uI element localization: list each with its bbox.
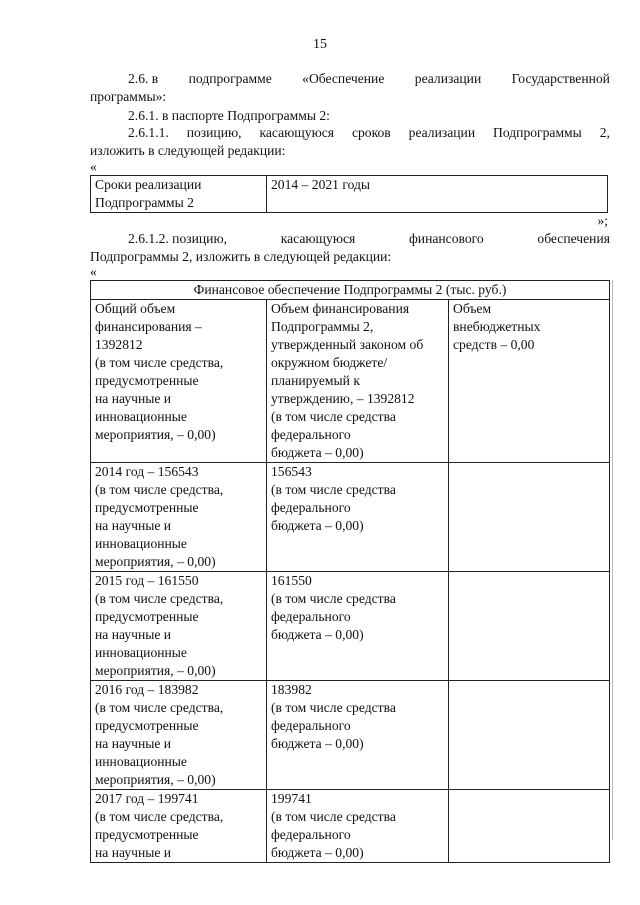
paragraph-2-6-1-1 — [90, 124, 610, 160]
table-row — [91, 790, 610, 863]
funding-cell-budget-2017: 199741 (в том числе средства федерального бюджета – 0,00) — [267, 790, 449, 863]
funding-table-header-row — [91, 281, 610, 300]
funding-cell-year-2015: 2015 год – 161550 (в том числе средства, предусмотренные на научные и инновационные мероприятия, – 0,00) — [91, 572, 267, 681]
funding-cell-extra-2016 — [449, 681, 610, 790]
table-row — [91, 572, 610, 681]
funding-cell-year-2017: 2017 год – 199741 (в том числе средства, предусмотренные на научные и — [91, 790, 267, 863]
funding-cell-extra-2017 — [449, 790, 610, 863]
paragraph-2-6-line1: 2.6. в подпрограмме «Обеспечение реализации Государственной — [128, 71, 610, 86]
open-quote-2: « — [90, 264, 97, 279]
funding-cell-budget-2015: 161550 (в том числе средства федерального бюджета – 0,00) — [267, 572, 449, 681]
funding-cell-extra-2014 — [449, 463, 610, 572]
funding-cell-budget-2014: 156543 (в том числе средства федерального бюджета – 0,00) — [267, 463, 449, 572]
funding-cell-year-2014: 2014 год – 156543 (в том числе средства, предусмотренные на научные и инновационные мероприятия, – 0,00) — [91, 463, 267, 572]
table-row — [91, 463, 610, 572]
funding-cell-extrabudget: Объем внебюджетных средств – 0,00 — [449, 300, 610, 463]
open-quote-1: « — [90, 159, 97, 174]
table-row — [91, 681, 610, 790]
funding-table — [90, 280, 610, 863]
term-value-cell: 2014 – 2021 годы — [267, 176, 608, 213]
paragraph-2-6-1-2-line2: Подпрограммы 2, изложить в следующей редакции: — [90, 249, 392, 264]
funding-table-header: Финансовое обеспечение Подпрограммы 2 (тыс. руб.) — [91, 281, 610, 300]
page-number: 15 — [313, 37, 327, 52]
term-table — [90, 175, 608, 213]
paragraph-2-6-1-1-line2: изложить в следующей редакции: — [90, 143, 286, 158]
funding-cell-extra-2015 — [449, 572, 610, 681]
scan-edge-mark — [612, 280, 613, 840]
paragraph-2-6-1-1-line1: 2.6.1.1. позицию, касающуюся сроков реализации Подпрограммы 2, — [128, 125, 610, 140]
funding-cell-budget: Объем финансирования Подпрограммы 2, утвержденный законом об окружном бюджете/ планируемый к утверждению, – 1392812 (в том числе средства федерального бюджета – 0,00) — [267, 300, 449, 463]
term-label-cell: Сроки реализации Подпрограммы 2 — [91, 176, 267, 213]
paragraph-2-6-line2: программы»: — [90, 89, 167, 104]
funding-cell-budget-2016: 183982 (в том числе средства федерального бюджета – 0,00) — [267, 681, 449, 790]
paragraph-2-6-1-2-line1: 2.6.1.2. позицию, касающуюся финансового обеспечения — [128, 231, 610, 246]
paragraph-2-6 — [90, 70, 610, 106]
paragraph-2-6-1: 2.6.1. в паспорте Подпрограммы 2: — [128, 108, 330, 123]
table-row — [91, 300, 610, 463]
term-table-row — [91, 176, 608, 213]
funding-cell-total: Общий объем финансирования – 1392812 (в том числе средства, предусмотренные на научные и инновационные мероприятия, – 0,00) — [91, 300, 267, 463]
paragraph-2-6-1-2 — [90, 230, 610, 266]
close-quote-1: »; — [597, 213, 608, 228]
funding-cell-year-2016: 2016 год – 183982 (в том числе средства, предусмотренные на научные и инновационные мероприятия, – 0,00) — [91, 681, 267, 790]
